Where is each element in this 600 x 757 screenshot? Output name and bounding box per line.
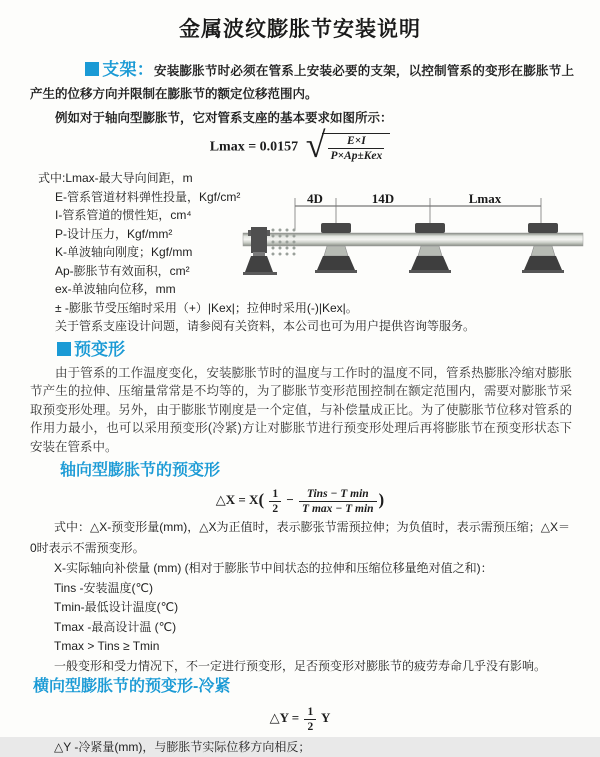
note-line: 式中：△X-预变形量(mm)，△X为正值时，表示膨张节需预拉伸；为负值时，表示需预压缩；△X＝0时表示不需预变形。 [30,520,570,555]
section-square-icon [85,62,99,76]
one-half-fraction: $\frac{1}{2}$ [304,706,316,733]
sqrt-radical [305,125,391,165]
lateral-predeform-heading: 横向型膨胀节的预变形-冷紧 [33,678,231,695]
support-section-heading: 支架： [102,60,154,79]
note-line: Tmin-最低设计温度(℃) [54,600,179,614]
support-example-line: 例如对于轴向型膨胀节，它对管系支座的基本要求如图所示： [55,111,393,125]
support-intro-paragraph [30,58,574,106]
definition-item: K-单波轴向刚度；Kgf/mm [55,245,193,259]
axial-formula: △X = X( $\frac{1}{2}$ − Tins − T min T max − T min ) [215,487,385,515]
predeform-section-heading: 预变形 [57,340,600,361]
axial-notes [30,517,570,676]
predeform-paragraph: 由于管系的工作温度变化，安装膨胀节时的温度与工作时的温度不同，管系热膨胀冷缩对膨胀节产生的拉伸、压缩量常常是不均等的，为了膨胀节变形范围控制在额定范围内，需要对膨胀节采取预变形处理。另外，由于膨胀节刚度是一个定值，与补偿量成正比。为了使膨胀节位移对管系的作用力最小，也可以采用预变形(冷紧)方让对膨胀节进行预变形处理后再将膨胀节在预变形状态下安装在管系中。 [30,365,572,454]
definition-item: E-管系管道材料弹性投量，Kgf/cm² [55,189,241,204]
page-title: 金属波纹膨胀节安装说明 [179,18,421,41]
definition-item: 关于管系支座设计问题，请参阅有关资料，本公司也可为用户提供咨询等服务。 [55,319,476,333]
note-line: Tmax -最高设计温 (℃) [54,619,177,634]
lmax-formula [0,125,600,167]
definition-item: ± -膨胀节受压缩时采用（+）|Kex|；拉伸时采用(-)|Kex|。 [55,300,358,315]
temperature-fraction: Tins − T min T max − T min [299,488,377,515]
dim-label-4d: 4D [307,191,323,206]
minus-operator: − [286,492,294,507]
dim-label-14d: 14D [371,191,395,206]
guide-support [315,223,357,273]
lateral-formula [0,703,600,733]
guide-support [409,223,451,273]
definition-item: P-设计压力，Kgf/mm² [55,226,173,241]
lateral-note: △Y -冷紧量(mm)，与膨胀节实际位移方向相反； [54,740,311,754]
axial-formula-lhs: △X = X [215,492,259,507]
guide-support [522,223,564,273]
one-half-fraction: $\frac{1}{2}$ [269,488,281,515]
note-line: 一般变形和受力情况下，不一定进行预变形，足否预变形对膨胀节的疲劳寿命几乎没有影响。 [54,658,547,673]
dim-label-lmax: Lmax [468,191,502,206]
definition-item: ex-单波轴向位移，mm [55,282,176,296]
note-line: X-实际轴向补偿量 (mm) (相对于膨胀节中间状态的拉伸和压缩位移量绝对值之和)： [54,561,493,575]
definition-item: 式中:Lmax-最大导向间距，m [38,171,193,185]
note-line: Tmax > Tins ≥ Tmin [54,639,160,653]
definition-item: I-管系管道的惯性矩，cm⁴ [55,208,192,222]
guide-spacing-diagram [243,192,595,288]
lateral-formula-lhs: △Y = [269,710,300,725]
support-intro-text: 安装膨胀节时必须在管系上安装必要的支架，以控制管系的变形在膨胀节上产生的位移方向并限制在膨胀节的额定位移范围内。 [30,64,574,101]
lmax-formula-lhs: Lmax = 0.0157 [209,139,299,155]
lateral-formula-rhs: Y [320,710,331,725]
lmax-formula-numerator: E×I [347,134,366,147]
section-square-icon [57,342,71,356]
axial-predeform-heading: 轴向型膨胀节的预变形 [60,462,221,479]
radical-sign-icon: √ [305,125,326,165]
note-line: Tins -安装温度(℃) [54,580,154,595]
definition-item: Ap-膨胀节有效面积，cm² [55,263,190,278]
lmax-formula-denominator: P×Ap±Kex [330,149,383,162]
